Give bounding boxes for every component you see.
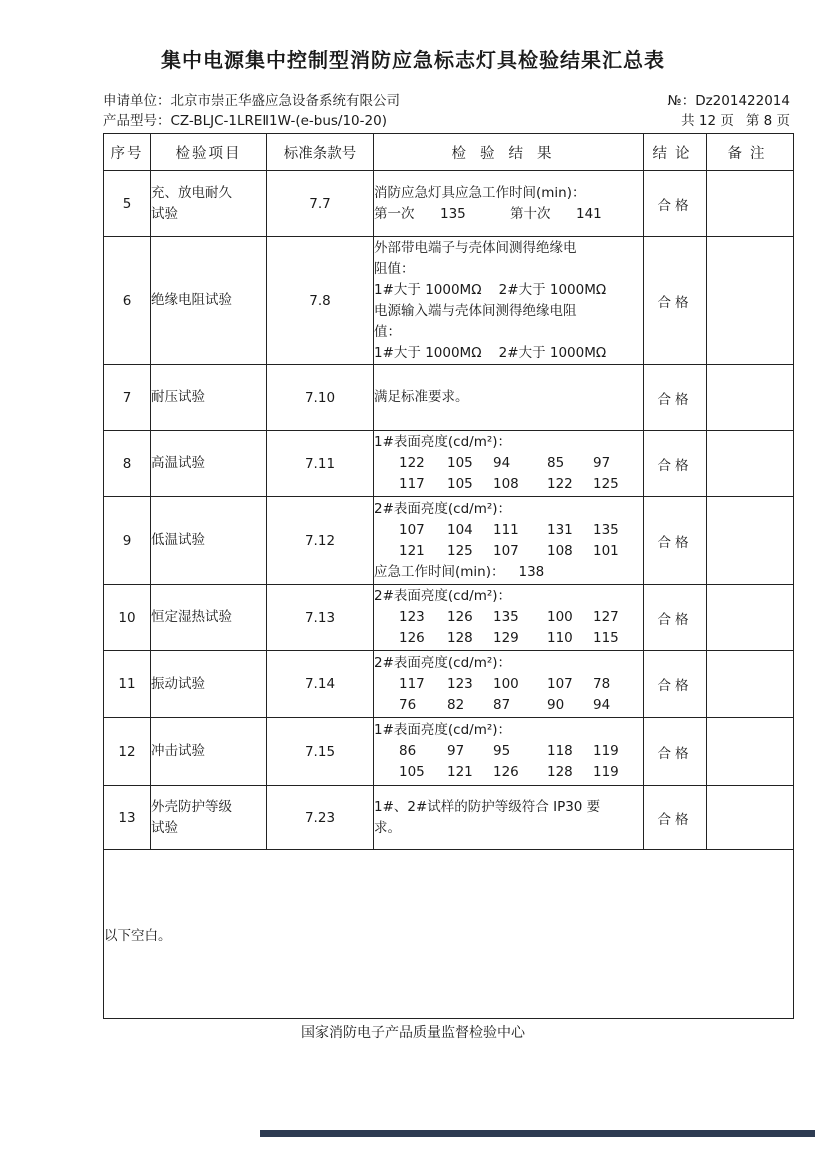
row-clause: 7.14 [267,651,374,718]
table-row [104,365,794,431]
row-conclusion: 合格 [644,718,707,786]
document-title: 集中电源集中控制型消防应急标志灯具检验结果汇总表 [161,48,665,72]
col-header-no: 序号 [104,134,151,171]
row-clause: 7.23 [267,786,374,850]
table-row [104,651,794,718]
row-item: 低温试验 [151,497,267,585]
table-row [104,786,794,850]
row-no: 6 [104,237,151,365]
row-result: 2#表面亮度(cd/m²)： 107 104 111 131 135 121 125 107 108 101 应急工作时间(min)： 138 [374,497,644,585]
row-conclusion: 合格 [644,365,707,431]
row-remark [707,365,794,431]
row-remark [707,585,794,651]
row-no: 11 [104,651,151,718]
table-row [104,237,794,365]
col-header-remark: 备注 [707,134,794,171]
row-clause: 7.13 [267,585,374,651]
applicant-line [103,89,400,109]
row-item: 高温试验 [151,431,267,497]
model-label: 产品型号： [103,113,171,129]
results-table [103,133,794,1019]
row-clause: 7.11 [267,431,374,497]
row-conclusion: 合格 [644,431,707,497]
row-remark [707,431,794,497]
row-result: 外部带电端子与壳体间测得绝缘电 阻值： 1#大于 1000MΩ 2#大于 1000MΩ 电源输入端与壳体间测得绝缘电阻 值： 1#大于 1000MΩ 2#大于 1000MΩ [374,237,644,365]
total-pages: 共 12 页 [681,113,734,129]
row-no: 8 [104,431,151,497]
row-clause: 7.10 [267,365,374,431]
col-header-result: 检验结果 [374,134,644,171]
table-header-row [104,134,794,171]
row-no: 13 [104,786,151,850]
row-clause: 7.8 [267,237,374,365]
row-conclusion: 合格 [644,237,707,365]
page-number: 第 8 页 [745,113,790,129]
row-no: 12 [104,718,151,786]
row-conclusion: 合格 [644,171,707,237]
model-line [103,109,387,129]
report-number: Dz201422014 [695,93,790,109]
row-clause: 7.7 [267,171,374,237]
row-result: 满足标准要求。 [374,365,644,431]
row-remark [707,718,794,786]
row-result: 2#表面亮度(cd/m²)： 117 123 100 107 78 76 82 87 90 94 [374,651,644,718]
row-clause: 7.15 [267,718,374,786]
col-header-conclusion: 结论 [644,134,707,171]
table-row [104,718,794,786]
issuing-organization: 国家消防电子产品质量监督检验中心 [301,1025,525,1041]
table-row [104,497,794,585]
row-result: 2#表面亮度(cd/m²)： 123 126 135 100 127 126 128 129 110 115 [374,585,644,651]
col-header-item: 检验项目 [151,134,267,171]
row-conclusion: 合格 [644,585,707,651]
row-result: 1#表面亮度(cd/m²)： 122 105 94 85 97 117 105 108 122 125 [374,431,644,497]
row-item: 充、放电耐久 试验 [151,171,267,237]
report-number-line [668,89,790,109]
row-remark [707,497,794,585]
row-item: 冲击试验 [151,718,267,786]
row-result: 1#、2#试样的防护等级符合 IP30 要 求。 [374,786,644,850]
table-row [104,431,794,497]
row-item: 恒定湿热试验 [151,585,267,651]
row-no: 10 [104,585,151,651]
blank-note: 以下空白。 [104,850,794,1019]
scan-edge-bar [260,1130,815,1137]
row-remark [707,171,794,237]
row-remark [707,237,794,365]
applicant-name: 北京市崇正华盛应急设备系统有限公司 [170,93,400,109]
row-remark [707,786,794,850]
row-item: 外壳防护等级 试验 [151,786,267,850]
row-no: 9 [104,497,151,585]
row-remark [707,651,794,718]
table-row [104,171,794,237]
row-result: 消防应急灯具应急工作时间(min)： 第一次 135 第十次 141 [374,171,644,237]
row-conclusion: 合格 [644,651,707,718]
table-row [104,585,794,651]
row-item: 绝缘电阻试验 [151,237,267,365]
row-conclusion: 合格 [644,786,707,850]
report-number-label: №： [667,93,696,109]
col-header-clause: 标准条款号 [267,134,374,171]
page-info [681,109,790,129]
row-clause: 7.12 [267,497,374,585]
row-result: 1#表面亮度(cd/m²)： 86 97 95 118 119 105 121 126 128 119 [374,718,644,786]
model-value: CZ-BLJC-1LREⅡ1W-(e-bus/10-20) [170,113,387,129]
row-conclusion: 合格 [644,497,707,585]
applicant-label: 申请单位： [103,93,171,109]
blank-row [104,850,794,1019]
row-no: 7 [104,365,151,431]
row-item: 振动试验 [151,651,267,718]
row-no: 5 [104,171,151,237]
row-item: 耐压试验 [151,365,267,431]
